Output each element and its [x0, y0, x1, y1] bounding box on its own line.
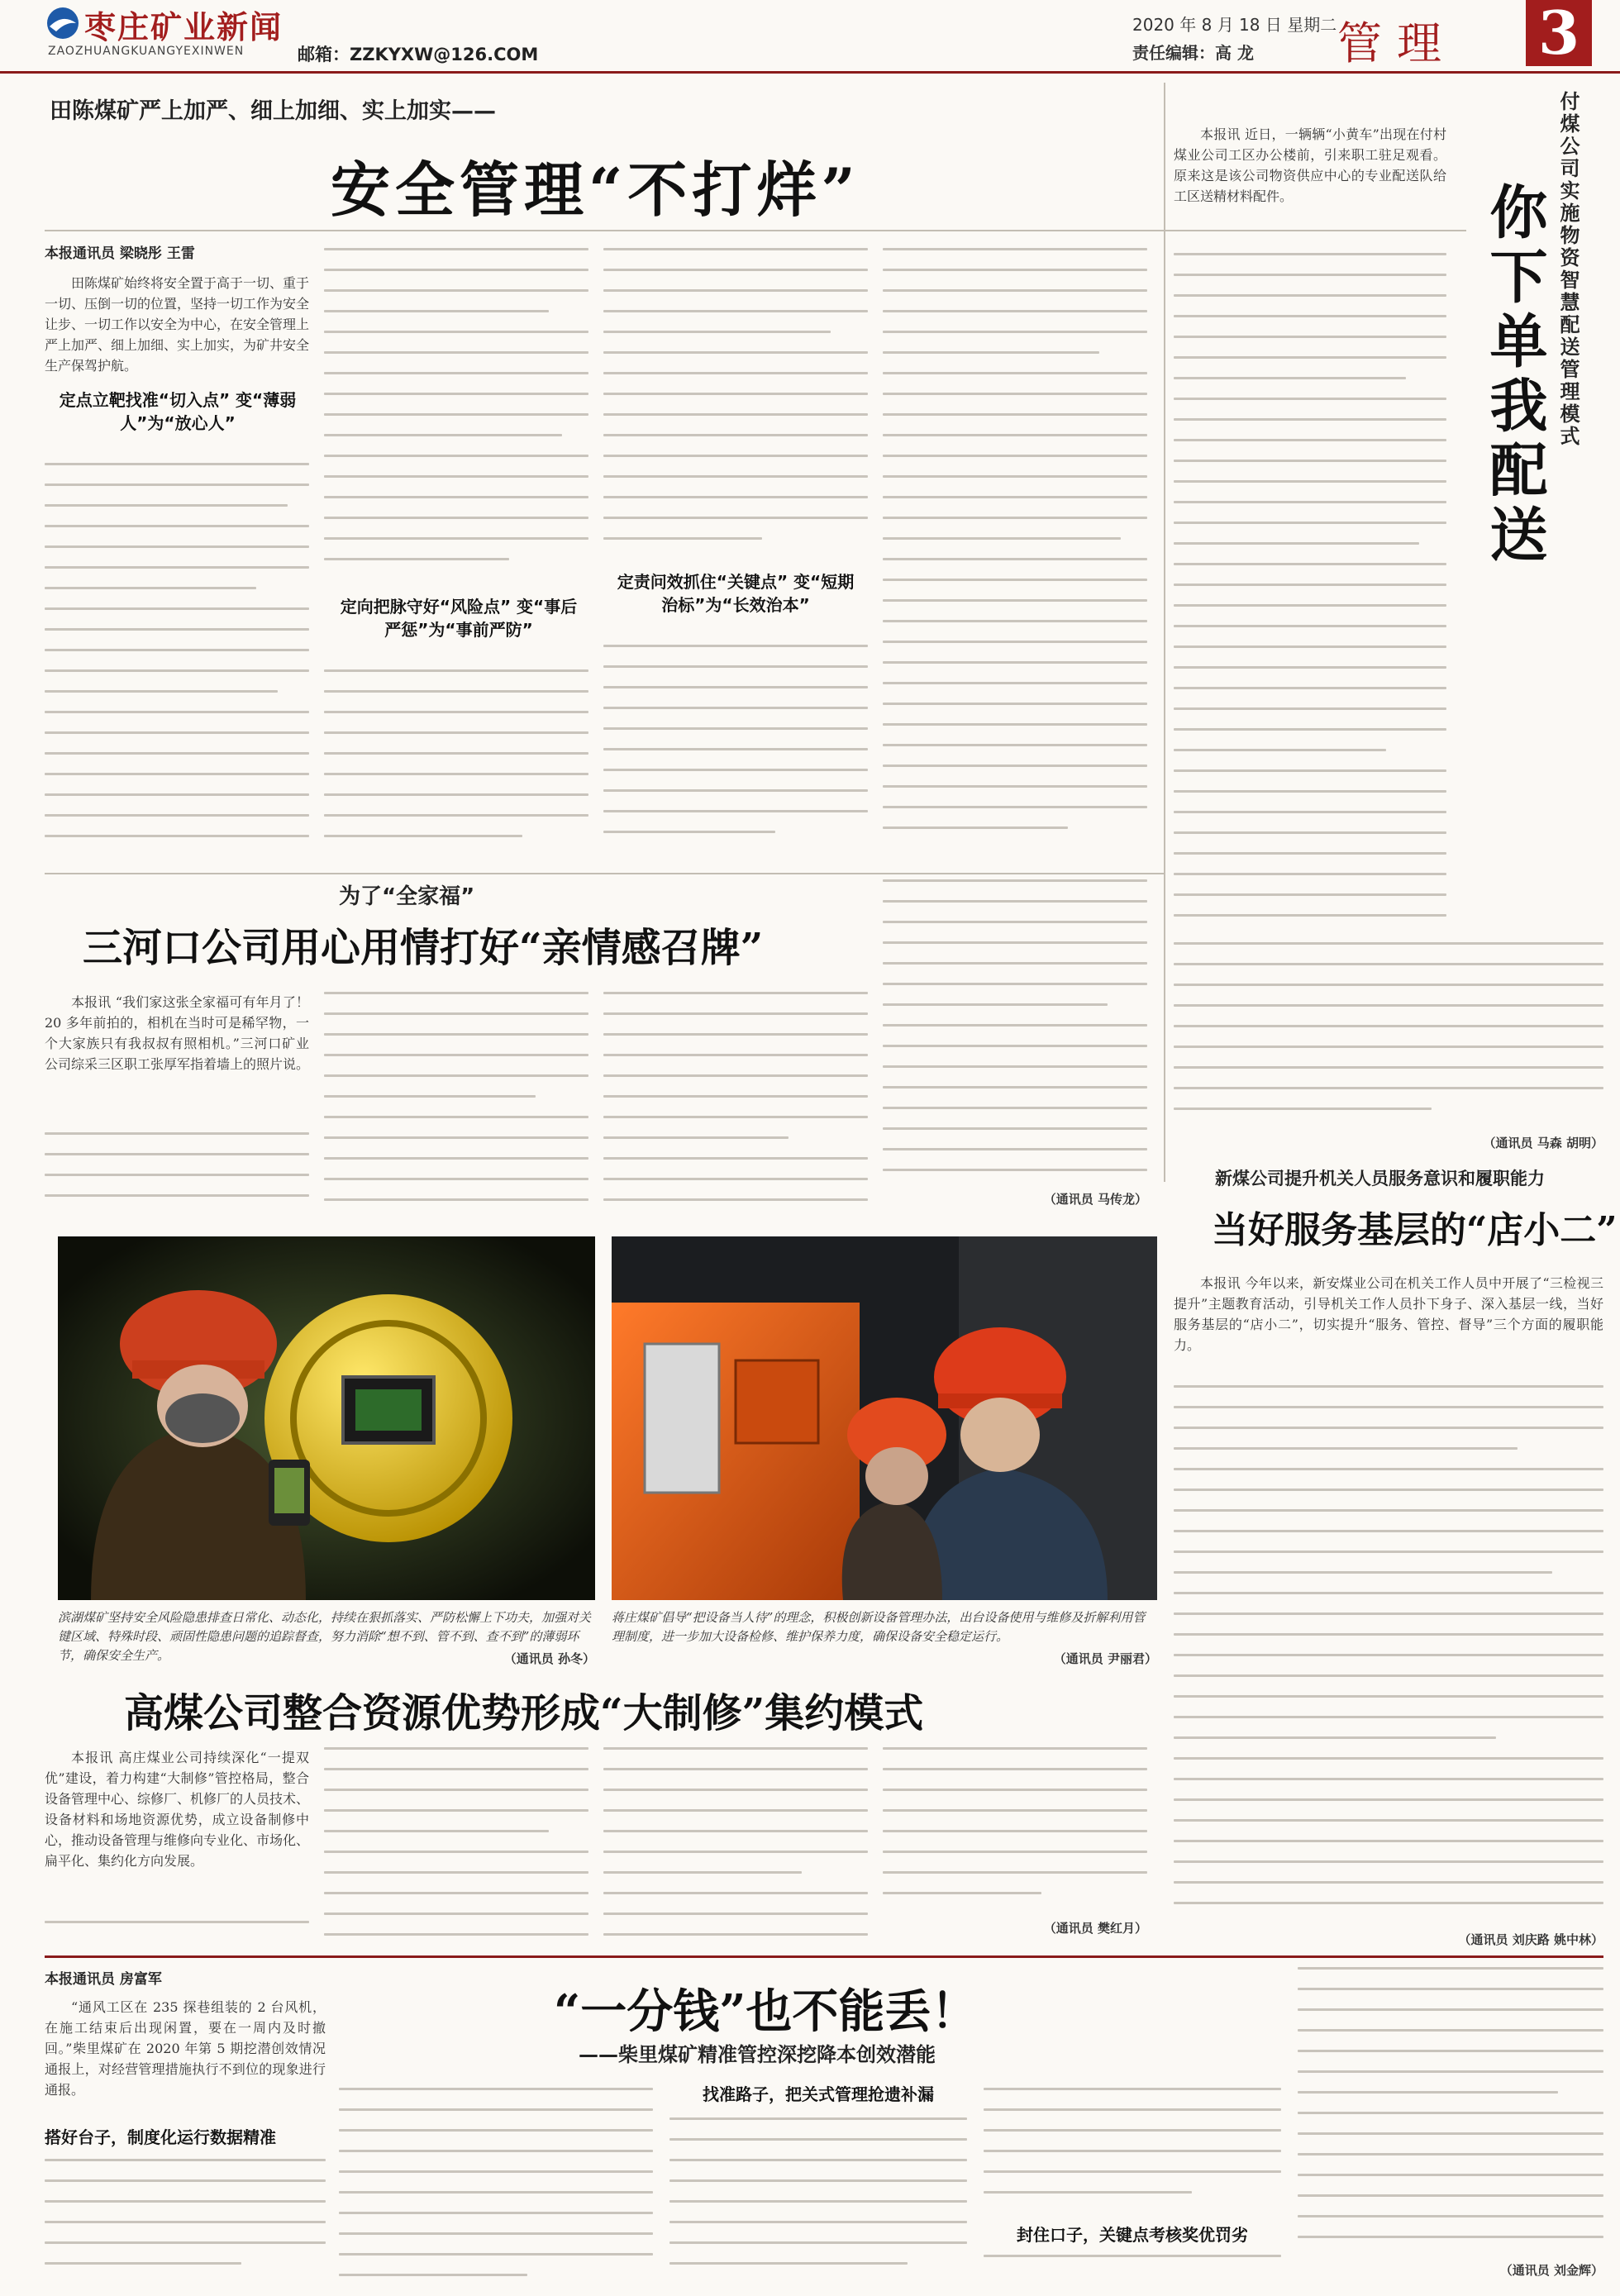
newspaper-logo: 枣庄矿业新闻	[84, 8, 284, 45]
photo-left	[58, 1236, 595, 1600]
sidebar1-column-2	[1174, 942, 1603, 1132]
sidebar2-lead	[1174, 1273, 1603, 1379]
article2-column-4	[883, 879, 1147, 1185]
photo-right-illustration	[612, 1236, 1157, 1600]
section-title: 管理	[1337, 17, 1456, 69]
article3-headline: 高煤公司整合资源优势形成“大制修”集约模式	[124, 1690, 924, 1736]
article4-credit: （通讯员 刘金辉）	[1499, 2263, 1603, 2278]
article1-kicker: 田陈煤矿严上加严、细上加细、实上加实——	[50, 98, 496, 124]
sidebar1-headline: 你下单我配送	[1480, 182, 1549, 569]
article4-lead-text: “通风工区在 235 探巷组装的 2 台风机，在施工结束后出现闲置，要在一周内及时撤回。”柴里煤矿在 2020 年第 5 期挖潜创效情况通报上，对经营管理措施执行不到位的现象进行通报。	[45, 1999, 326, 2098]
photo-right-caption: 蒋庄煤矿倡导“把设备当人待”的理念，积极创新设备管理办法，出台设备使用与维修及折解利用管理制度，进一步加大设备检修、维护保养力度，确保设备安全稳定运行。	[612, 1610, 1146, 1644]
article3-lead	[45, 1747, 309, 1921]
article4-column-2	[339, 2088, 653, 2283]
sidebar2-body	[1174, 1385, 1603, 1922]
photo-left-caption: 滨湖煤矿坚持安全风险隐患排查日常化、动态化，持续在狠抓落实、严防松懈上下功夫，加强对关键区域、特殊时段、顽固性隐患问题的追踪督查，努力消除“想不到、管不到、查不到”的薄弱环节，确保安全生产。	[58, 1610, 592, 1663]
article1-subhead-2: 定向把脉守好“风险点” 变“事后严惩”为“事前严防”	[340, 597, 578, 640]
article1-column-3b	[603, 645, 868, 860]
sidebar2-headline: 当好服务基层的“店小二”	[1212, 1209, 1618, 1251]
photo-left-illustration	[58, 1236, 595, 1600]
article4-column-4b	[984, 2255, 1281, 2288]
article3-column-2	[324, 1747, 588, 1946]
article2-lead-text: 本报讯 “我们家这张全家福可有年月了！20 多年前拍的，相机在当时可是稀罕物，一个大家族只有我叔叔有照相机。”三河口矿业公司综采三区职工张厚军指着墙上的照片说。	[45, 994, 309, 1072]
article2-headline: 三河口公司用心用情打好“亲情感召牌”	[83, 925, 764, 971]
article1-lead	[45, 273, 309, 380]
article4-column-4	[984, 2088, 1281, 2220]
article2-column-3	[603, 992, 868, 1223]
sidebar1-kicker: 付煤公司实施物资智慧配送管理模式	[1556, 91, 1580, 448]
photo-left-credit: （通讯员 孙冬）	[503, 1651, 595, 1666]
article1-column-2	[324, 248, 588, 595]
bottom-divider	[45, 1955, 1603, 1958]
article1-column-4	[883, 248, 1147, 860]
article2-credit: （通讯员 马传龙）	[1043, 1192, 1147, 1207]
article3-column-4	[883, 1747, 1147, 1913]
article4-column-3	[669, 2117, 967, 2283]
article2-column-1b	[45, 1132, 309, 1223]
article2-lead	[45, 992, 309, 1124]
article3-credit: （通讯员 樊红月）	[1043, 1921, 1147, 1936]
article4-subhead-3: 封住口子，关键点考核奖优罚劣	[1017, 2225, 1248, 2245]
article4-kicker: ——柴里煤矿精准管控深挖降本创效潜能	[579, 2043, 936, 2066]
article1-lead-text: 田陈煤矿始终将安全置于高于一切、重于一切、压倒一切的位置，坚持一切工作为安全让步、一切工作以安全为中心，在安全管理上严上加严、细上加细、实上加实，为矿井安全生产保驾护航。	[45, 275, 309, 374]
article1-byline: 本报通讯员 梁晓彤 王雷	[45, 245, 195, 262]
article1-column-1	[45, 463, 309, 860]
article4-subhead-1: 搭好台子，制度化运行数据精准	[45, 2127, 276, 2147]
sidebar-divider	[1164, 83, 1165, 1182]
responsible-editor: 责任编辑：高 龙	[1132, 43, 1254, 63]
article3-column-3	[603, 1747, 868, 1946]
article1-subhead-1: 定点立靶找准“切入点” 变“薄弱人”为“放心人”	[59, 390, 297, 433]
article4-byline: 本报通讯员 房富军	[45, 1971, 162, 1988]
logo-emblem-icon	[45, 5, 81, 41]
newspaper-pinyin: ZAOZHUANGKUANGYEXINWEN	[48, 45, 245, 58]
divider	[45, 873, 1164, 874]
photo-right	[612, 1236, 1157, 1600]
issue-date: 2020 年 8 月 18 日 星期二	[1132, 15, 1337, 35]
sidebar2-credit: （通讯员 刘庆路 姚中林）	[1458, 1932, 1603, 1947]
sidebar2-lead-text: 本报讯 今年以来，新安煤业公司在机关工作人员中开展了“三检视三提升”主题教育活动，引导机关工作人员扑下身子、深入基层一线，当好服务基层的“店小二”，切实提升“服务、管控、督导”三个方面的履职能力。	[1174, 1275, 1603, 1353]
article2-column-2	[324, 992, 588, 1223]
article4-subhead-2: 找准路子，把关式管理抢遗补漏	[703, 2084, 934, 2104]
article4-lead	[45, 1997, 326, 2121]
photo-right-credit: （通讯员 尹丽君）	[1053, 1651, 1157, 1666]
article3-lead-text: 本报讯 高庄煤业公司持续深化“一提双优”建设，着力构建“大制修”管控格局，整合设备管理中心、综修厂、机修厂的人员技术、设备材料和场地资源优势，成立设备制修中心，推动设备管理与维修向专业化、市场化、扁平化、集约化方向发展。	[45, 1750, 309, 1869]
sidebar1-lead-text: 本报讯 近日，一辆辆“小黄车”出现在付村煤业公司工区办公楼前，引来职工驻足观看。原来这是该公司物资供应中心的专业配送队给工区送精材料配件。	[1174, 126, 1446, 204]
page-number: 3	[1526, 0, 1592, 66]
article2-kicker: 为了“全家福”	[339, 884, 475, 909]
sidebar2-kicker: 新煤公司提升机关人员服务意识和履职能力	[1215, 1169, 1545, 1188]
contact-email: 邮箱：ZZKYXW@126.COM	[298, 45, 539, 64]
article4-headline: “一分钱”也不能丢！	[554, 1984, 978, 2039]
article3-column-1b	[45, 1921, 309, 1946]
article4-column-5	[1298, 1967, 1603, 2256]
article4-column-1b	[45, 2159, 326, 2283]
sidebar1-lead	[1174, 124, 1446, 248]
article1-subhead-3: 定责问效抓住“关键点” 变“短期治标”为“长效治本”	[617, 572, 855, 615]
article1-headline: 安全管理“不打烊”	[331, 155, 860, 225]
article1-column-3	[603, 248, 868, 570]
article1-column-2b	[324, 669, 588, 860]
sidebar1-column-1	[1174, 253, 1446, 939]
sidebar1-credit: （通讯员 马森 胡明）	[1483, 1136, 1603, 1150]
